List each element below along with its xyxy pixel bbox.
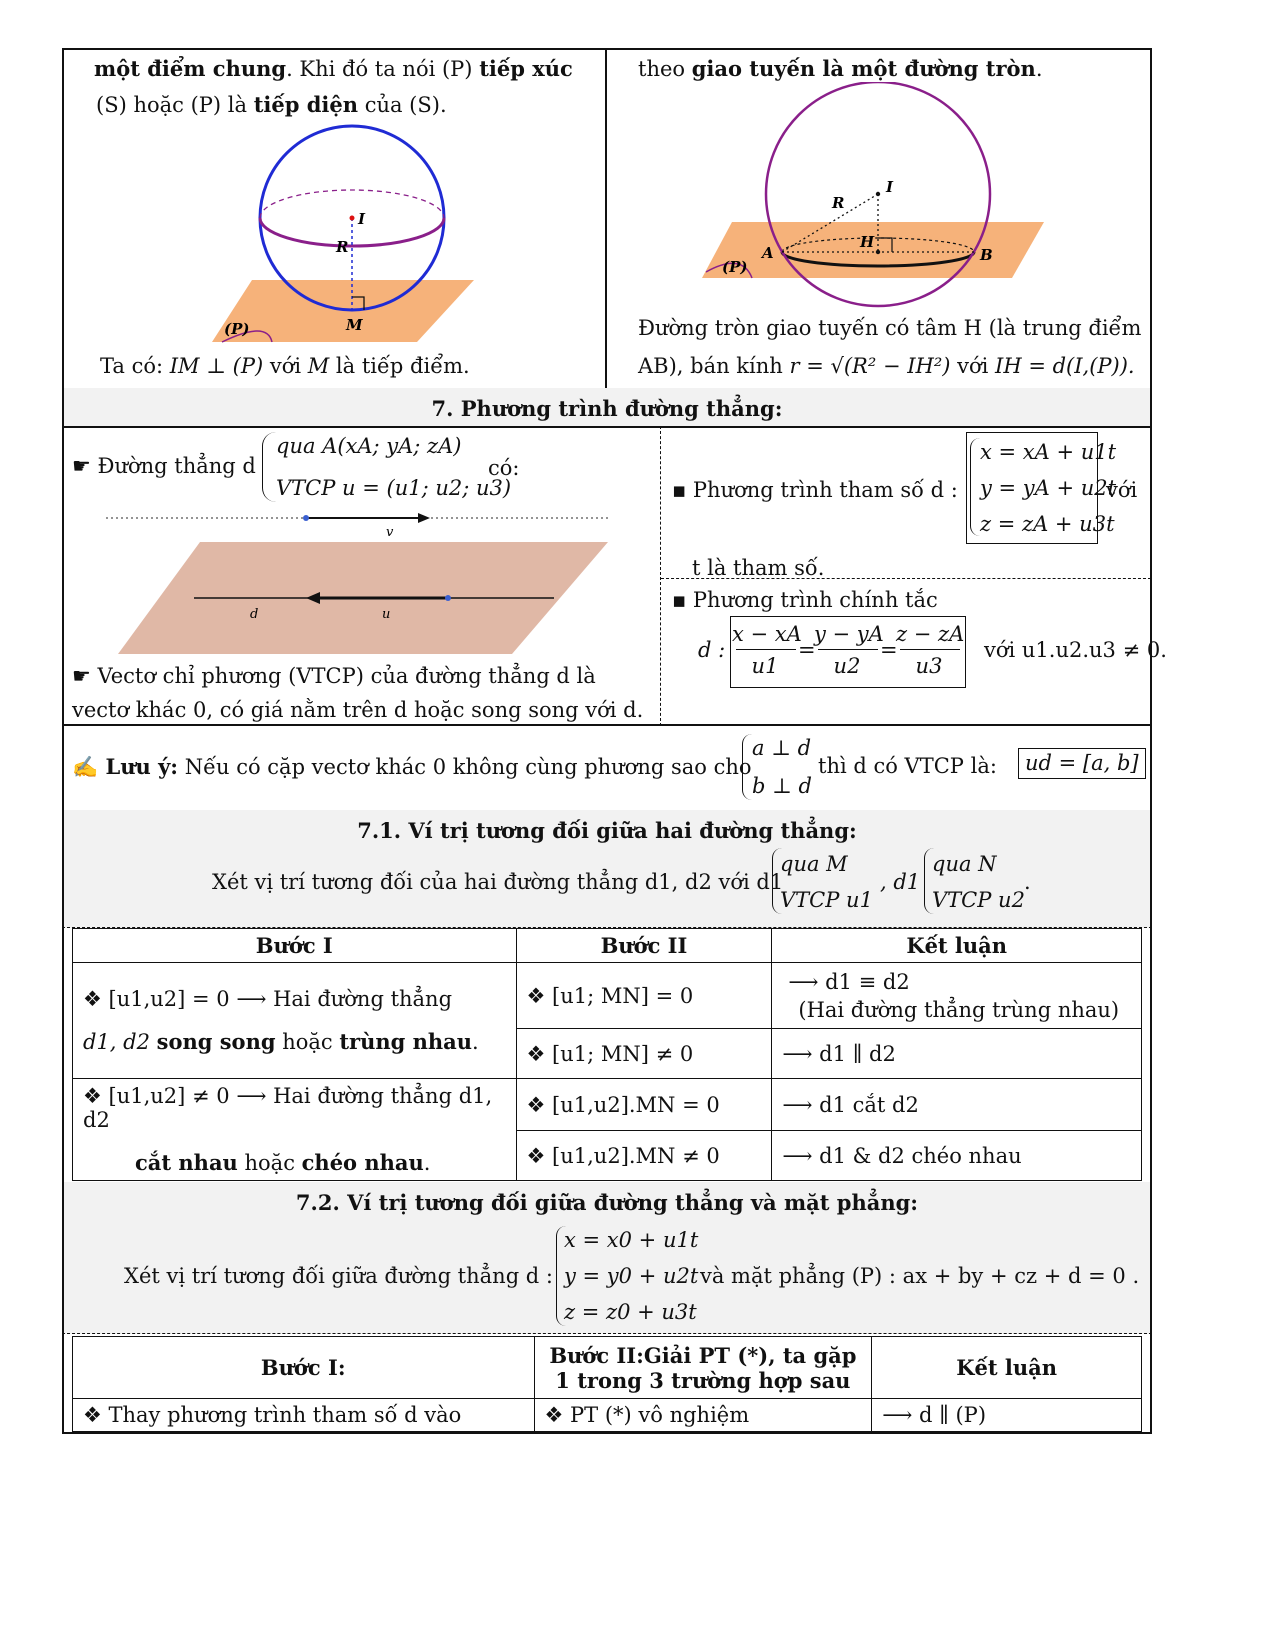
table-row — [73, 963, 1142, 1029]
section71-sep: , d1 — [880, 870, 921, 894]
section71-d2-qua: qua N — [932, 852, 997, 876]
table-header-row — [73, 929, 1142, 963]
section71-end: . — [1024, 870, 1031, 894]
label-R: R — [336, 238, 349, 256]
row1-step1 — [73, 963, 517, 1079]
line-d-co: có: — [488, 456, 520, 480]
top-left-line2: (S) hoặc (P) là tiếp diện của (S). — [96, 92, 447, 117]
section71-d1-vtcp: VTCP u1 — [780, 888, 873, 912]
row2-step1-line2: cắt nhau hoặc chéo nhau. — [135, 1150, 431, 1175]
header-step2: Bước II — [516, 929, 772, 963]
canon-bar1 — [736, 649, 796, 650]
r2-conclusion: ⟶ d1 ∥ d2 — [772, 1029, 1142, 1079]
note-text: ✍ Lưu ý: Nếu có cặp vectơ khác 0 không cùng phương sao cho — [72, 754, 752, 779]
param-intro: ▪ Phương trình tham số d : — [672, 478, 958, 502]
section71-d1-qua: qua M — [780, 852, 848, 876]
line-d-vtcp: VTCP u = (u1; u2; u3) — [276, 476, 512, 500]
vtcp-definition-1: ☛ Vectơ chỉ phương (VTCP) của đường thẳng d là — [72, 664, 596, 688]
table-row — [73, 1399, 1142, 1432]
section71-d2-vtcp: VTCP u2 — [932, 888, 1025, 912]
section72-title: 7.2. Ví trị tương đối giữa đường thẳng và mặt phẳng: — [295, 1190, 919, 1215]
param-y: y = yA + u2t — [980, 476, 1117, 500]
r1-conclusion-line1: ⟶ d1 ≡ d2 — [788, 969, 910, 994]
c1-conclusion: ⟶ d ∥ (P) — [872, 1399, 1142, 1432]
note-cond1: a ⊥ d — [752, 736, 812, 760]
section71-title: 7.1. Ví trị tương đối giữa hai đường thẳng: — [357, 818, 857, 843]
label-v: v — [386, 525, 394, 540]
header-conclusion: Kết luận — [872, 1337, 1142, 1399]
r1-step2: ❖ [u1; MN] = 0 — [516, 963, 772, 1029]
section72-plane: và mặt phẳng (P) : ax + by + cz + d = 0 . — [700, 1264, 1140, 1288]
param-voi: với — [1106, 478, 1138, 502]
top-right-line1: theo giao tuyến là một đường tròn. — [638, 56, 1043, 81]
row1-step1-line2: d1, d2 song song hoặc trùng nhau. — [83, 1029, 479, 1054]
vtcp-definition-2: vectơ khác 0, có giá nằm trên d hoặc song song với d. — [72, 698, 644, 722]
line-d-brace — [262, 432, 277, 502]
c1-step1: ❖ Thay phương trình tham số d vào — [73, 1399, 535, 1432]
header-step2-line2: 1 trong 3 trường hợp sau — [555, 1367, 851, 1393]
label-d: d — [250, 607, 259, 622]
canon-bar3 — [900, 649, 960, 650]
canon-title: ▪ Phương trình chính tắc — [672, 588, 938, 612]
r3-step2: ❖ [u1,u2].MN = 0 — [516, 1079, 772, 1131]
c1-step2: ❖ PT (*) vô nghiệm — [534, 1399, 872, 1432]
relative-position-table — [72, 928, 1142, 1181]
note-result: ud = [a, b] — [1018, 748, 1146, 779]
canon-num1: x − xA — [732, 622, 802, 646]
sphere-tangent-figure — [212, 120, 482, 350]
r1-conclusion-line2: (Hai đường thẳng trùng nhau) — [798, 997, 1120, 1022]
note-then: thì d có VTCP là: — [818, 754, 997, 778]
row2-step1-line1: ❖ [u1,u2] ≠ 0 ⟶ Hai đường thẳng d1, d2 — [83, 1084, 493, 1132]
top-right-caption2: AB), bán kính r = √(R² − IH²) với IH = d(I,(P)). — [638, 354, 1135, 378]
table-header-row — [73, 1337, 1142, 1399]
param-z: z = zA + u3t — [980, 512, 1115, 536]
param-t: t là tham số. — [692, 556, 825, 580]
top-left-caption: Ta có: IM ⊥ (P) với M là tiếp điểm. — [100, 354, 470, 378]
label-B: B — [980, 246, 993, 264]
canon-den2: u2 — [833, 654, 861, 678]
label-H: H — [860, 233, 875, 251]
top-left-line1: một điểm chung. Khi đó ta nói (P) tiếp xúc — [94, 56, 573, 81]
canon-den1: u1 — [751, 654, 779, 678]
header-conclusion: Kết luận — [772, 929, 1142, 963]
top-right-caption1: Đường tròn giao tuyến có tâm H (là trung điểm — [638, 316, 1142, 340]
canon-eq2: = — [880, 638, 898, 662]
r4-conclusion: ⟶ d1 & d2 chéo nhau — [772, 1131, 1142, 1181]
note-cond2: b ⊥ d — [752, 774, 812, 798]
canon-eq1: = — [798, 638, 816, 662]
r3-conclusion: ⟶ d1 cắt d2 — [772, 1079, 1142, 1131]
label-A: A — [762, 244, 774, 262]
r2-step2: ❖ [u1; MN] ≠ 0 — [516, 1029, 772, 1079]
table-row — [73, 1079, 1142, 1131]
line-d-intro: ☛ Đường thẳng d — [72, 454, 256, 478]
section7-title: 7. Phương trình đường thẳng: — [431, 396, 783, 421]
header-step1: Bước I: — [73, 1337, 535, 1399]
r4-step2: ❖ [u1,u2].MN ≠ 0 — [516, 1131, 772, 1181]
canon-bar2 — [818, 649, 878, 650]
r1-conclusion — [772, 963, 1142, 1029]
label-P: (P) — [722, 258, 748, 276]
section72-intro: Xét vị trí tương đối giữa đường thẳng d : — [124, 1264, 554, 1288]
header-step1: Bước I — [73, 929, 517, 963]
row1-step1-line1: ❖ [u1,u2] = 0 ⟶ Hai đường thẳng — [83, 987, 453, 1011]
section71-intro: Xét vị trí tương đối của hai đường thẳng d1, d2 với d1 — [212, 870, 784, 894]
row2-step1 — [73, 1079, 517, 1181]
label-I: I — [358, 210, 366, 228]
param-x: x = xA + u1t — [980, 440, 1117, 464]
canon-num3: z − zA — [896, 622, 965, 646]
label-M: M — [346, 316, 363, 334]
canon-den3: u3 — [915, 654, 943, 678]
section72-eq-y: y = y0 + u2t — [564, 1264, 699, 1288]
sphere-section-figure — [682, 82, 1052, 312]
canon-num2: y − yA — [814, 622, 884, 646]
header-step2-line1: Bước II:Giải PT (*), ta gặp — [549, 1342, 857, 1368]
label-P: (P) — [224, 320, 250, 338]
canon-d: d : — [698, 638, 726, 662]
section72-eq-x: x = x0 + u1t — [564, 1228, 699, 1252]
label-R: R — [832, 194, 845, 212]
label-I: I — [886, 178, 894, 196]
section72-eq-z: z = z0 + u3t — [564, 1300, 697, 1324]
line-d-qua: qua A(xA; yA; zA) — [276, 434, 462, 458]
canon-cond: với u1.u2.u3 ≠ 0. — [984, 638, 1167, 662]
header-step2 — [534, 1337, 872, 1399]
line-plane-table — [72, 1336, 1142, 1432]
label-u: u — [382, 607, 391, 622]
